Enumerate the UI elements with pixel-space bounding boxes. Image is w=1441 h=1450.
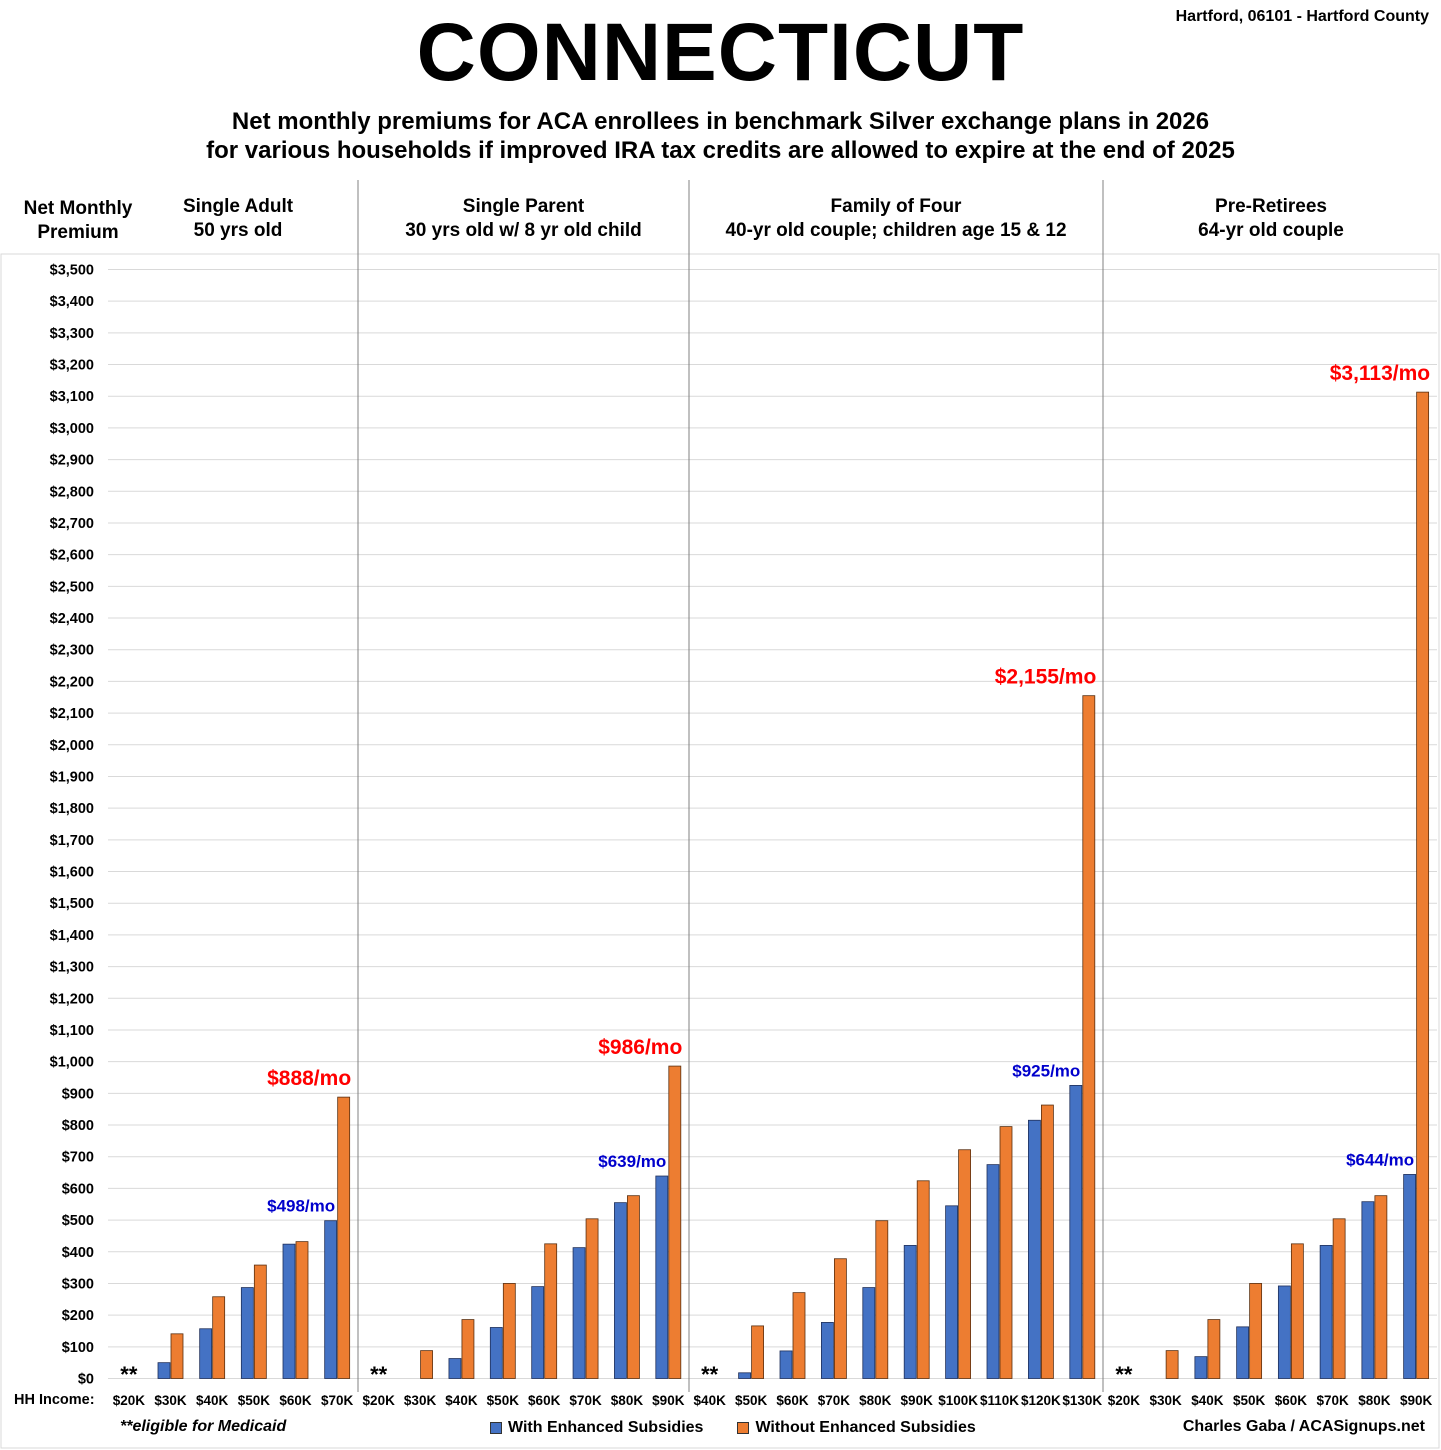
data-label-with: $639/mo	[598, 1152, 667, 1172]
panel-title-line-2: 40-yr old couple; children age 15 & 12	[725, 220, 1067, 241]
bar-without-subsidies	[296, 1242, 308, 1379]
bar-without-subsidies	[1333, 1219, 1345, 1379]
panel-title-line-2: 50 yrs old	[193, 220, 283, 241]
y-tick-label: $2,300	[49, 642, 94, 659]
panel-title-line-2: 64-yr old couple	[1198, 220, 1344, 241]
bar-without-subsidies	[1291, 1244, 1303, 1379]
y-tick-label: $3,400	[49, 294, 94, 311]
bar-with-subsidies	[241, 1288, 253, 1379]
y-tick-label: $2,400	[49, 611, 94, 628]
y-tick-label: $100	[61, 1339, 94, 1356]
y-axis-title-line-2: Premium	[37, 222, 119, 243]
bar-with-subsidies	[1195, 1357, 1207, 1379]
chart-frame	[1, 254, 1439, 1448]
bar-with-subsidies	[904, 1245, 916, 1378]
bar-without-subsidies	[171, 1334, 183, 1379]
bar-with-subsidies	[158, 1363, 170, 1379]
y-tick-label: $200	[61, 1308, 94, 1325]
x-tick-label: $40K	[693, 1393, 726, 1408]
x-tick-label: $60K	[1274, 1393, 1308, 1408]
data-label-with: $644/mo	[1346, 1150, 1415, 1170]
x-tick-label: $70K	[817, 1393, 851, 1408]
y-tick-label: $1,200	[49, 991, 94, 1008]
bar-without-subsidies	[1166, 1351, 1178, 1379]
x-tick-label: $40K	[196, 1393, 229, 1408]
x-tick-label: $70K	[569, 1393, 602, 1408]
bar-with-subsidies	[1278, 1286, 1290, 1379]
y-tick-label: $1,300	[49, 959, 94, 976]
legend-label-with: With Enhanced Subsidies	[508, 1419, 704, 1436]
bar-with-subsidies	[283, 1244, 295, 1378]
bar-with-subsidies	[449, 1359, 461, 1379]
y-tick-label: $1,600	[49, 864, 94, 881]
bar-without-subsidies	[876, 1221, 888, 1379]
bar-without-subsidies	[627, 1196, 639, 1379]
bar-without-subsidies	[503, 1283, 515, 1378]
y-tick-label: $2,700	[49, 515, 94, 532]
bar-without-subsidies	[669, 1066, 681, 1378]
y-tick-label: $0	[77, 1371, 94, 1388]
medicaid-marker: **	[120, 1362, 138, 1387]
chart-legend	[490, 1419, 976, 1437]
data-label-without: $3,113/mo	[1329, 362, 1431, 386]
y-tick-label: $2,200	[49, 674, 94, 691]
bar-without-subsidies	[254, 1265, 266, 1378]
bar-without-subsidies	[752, 1326, 764, 1379]
bar-with-subsidies	[573, 1248, 585, 1379]
y-tick-label: $1,800	[49, 801, 94, 818]
bar-without-subsidies	[1083, 696, 1095, 1379]
x-tick-label: $30K	[154, 1393, 187, 1408]
bar-without-subsidies	[1041, 1105, 1053, 1378]
bar-with-subsidies	[863, 1288, 875, 1379]
panel-title-line-1: Family of Four	[830, 196, 962, 217]
x-tick-label: $90K	[652, 1393, 685, 1408]
bar-without-subsidies	[545, 1244, 557, 1379]
bar-without-subsidies	[1000, 1127, 1012, 1379]
bar-with-subsidies	[739, 1373, 751, 1379]
legend-label-without: Without Enhanced Subsidies	[755, 1419, 976, 1436]
x-tick-label: $90K	[1399, 1393, 1433, 1408]
bar-with-subsidies	[200, 1329, 212, 1379]
x-tick-label: $20K	[1107, 1393, 1141, 1408]
data-label-with: $498/mo	[267, 1196, 336, 1216]
x-tick-label: $80K	[610, 1393, 644, 1408]
y-tick-label: $2,500	[49, 579, 94, 596]
y-axis-title-line-1: Net Monthly	[23, 198, 133, 219]
data-label-with: $925/mo	[1012, 1061, 1081, 1081]
x-tick-label: $70K	[321, 1393, 354, 1408]
bar-without-subsidies	[421, 1351, 433, 1379]
y-tick-label: $3,000	[49, 420, 94, 437]
bar-with-subsidies	[532, 1287, 544, 1379]
legend-swatch-without	[737, 1422, 749, 1434]
data-label-without: $986/mo	[598, 1036, 683, 1060]
bar-without-subsidies	[213, 1297, 225, 1379]
subtitle-line-2: for various households if improved IRA tax credits are allowed to expire at the end of 2025	[206, 137, 1235, 164]
y-tick-label: $1,900	[49, 769, 94, 786]
x-tick-label: $20K	[362, 1393, 395, 1408]
x-tick-label: $80K	[1358, 1393, 1391, 1408]
medicaid-marker: **	[370, 1362, 388, 1387]
y-tick-label: $1,400	[49, 927, 94, 944]
medicaid-marker: **	[1115, 1362, 1133, 1387]
y-tick-label: $2,100	[49, 706, 94, 723]
x-tick-label: $90K	[900, 1393, 933, 1408]
x-tick-label: $110K	[979, 1393, 1020, 1408]
bar-with-subsidies	[1320, 1245, 1332, 1378]
bar-without-subsidies	[462, 1320, 474, 1379]
bar-with-subsidies	[946, 1206, 958, 1379]
x-tick-label: $50K	[1232, 1393, 1266, 1408]
x-tick-label: $30K	[1149, 1393, 1182, 1408]
x-tick-label: $100K	[938, 1393, 978, 1408]
x-tick-label: $40K	[445, 1393, 478, 1408]
legend-item-without	[737, 1419, 975, 1437]
y-tick-label: $2,800	[49, 484, 94, 501]
panel-title-line-1: Single Adult	[182, 196, 294, 217]
y-tick-label: $3,300	[49, 325, 94, 342]
bar-with-subsidies	[656, 1176, 668, 1378]
y-tick-label: $1,500	[49, 896, 94, 913]
x-tick-label: $20K	[112, 1393, 145, 1408]
subtitle-line-1: Net monthly premiums for ACA enrollees in benchmark Silver exchange plans in 2026	[231, 108, 1210, 135]
location-label: Hartford, 06101 - Hartford County	[1175, 8, 1429, 25]
bar-with-subsidies	[490, 1327, 502, 1378]
bar-without-subsidies	[793, 1293, 805, 1379]
y-tick-label: $2,900	[49, 452, 94, 469]
y-tick-label: $3,500	[49, 262, 94, 279]
bar-without-subsidies	[834, 1259, 846, 1379]
y-tick-label: $700	[61, 1149, 94, 1166]
y-tick-label: $3,200	[49, 357, 94, 374]
bar-with-subsidies	[1404, 1174, 1416, 1378]
bar-without-subsidies	[338, 1097, 350, 1378]
y-tick-label: $3,100	[49, 389, 94, 406]
bar-without-subsidies	[959, 1150, 971, 1379]
bar-with-subsidies	[1070, 1085, 1082, 1378]
panel-title-line-1: Single Parent	[462, 196, 585, 217]
y-tick-label: $1,700	[49, 832, 94, 849]
data-label-without: $2,155/mo	[994, 665, 1097, 689]
y-tick-label: $400	[61, 1244, 94, 1261]
panel-title-line-2: 30 yrs old w/ 8 yr old child	[405, 220, 642, 241]
y-tick-label: $600	[61, 1181, 94, 1198]
medicaid-marker: **	[701, 1362, 719, 1387]
bar-with-subsidies	[1237, 1327, 1249, 1379]
bar-with-subsidies	[1028, 1120, 1040, 1378]
legend-item-with	[490, 1419, 703, 1437]
x-tick-label: $120K	[1021, 1393, 1061, 1408]
x-axis-prefix: HH Income:	[14, 1392, 95, 1408]
credit-label: Charles Gaba / ACASignups.net	[1182, 1418, 1425, 1435]
x-tick-label: $50K	[734, 1393, 768, 1408]
x-tick-label: $60K	[528, 1393, 561, 1408]
x-tick-label: $70K	[1316, 1393, 1349, 1408]
x-tick-label: $130K	[1062, 1393, 1103, 1408]
y-tick-label: $1,000	[49, 1054, 94, 1071]
y-tick-label: $2,600	[49, 547, 94, 564]
y-tick-label: $1,100	[49, 1022, 94, 1039]
y-tick-label: $800	[61, 1118, 94, 1135]
x-tick-label: $50K	[486, 1393, 519, 1408]
x-tick-label: $30K	[403, 1393, 437, 1408]
bar-with-subsidies	[780, 1351, 792, 1379]
bar-with-subsidies	[987, 1165, 999, 1379]
bar-with-subsidies	[1362, 1202, 1374, 1379]
bar-without-subsidies	[1250, 1283, 1262, 1378]
x-tick-label: $60K	[776, 1393, 809, 1408]
bar-with-subsidies	[325, 1221, 337, 1379]
bar-without-subsidies	[1417, 392, 1429, 1378]
x-tick-label: $80K	[859, 1393, 892, 1408]
medicaid-footnote: **eligible for Medicaid	[120, 1418, 287, 1435]
legend-swatch-with	[490, 1422, 502, 1434]
y-tick-label: $900	[61, 1086, 94, 1103]
bar-with-subsidies	[821, 1322, 833, 1378]
bar-without-subsidies	[1208, 1320, 1220, 1379]
bar-without-subsidies	[1375, 1196, 1387, 1379]
x-tick-label: $60K	[279, 1393, 312, 1408]
y-tick-label: $2,000	[49, 737, 94, 754]
y-tick-label: $300	[61, 1276, 94, 1293]
panel-title-line-1: Pre-Retirees	[1215, 196, 1327, 217]
page-title: CONNECTICUT	[416, 7, 1025, 98]
x-tick-label: $40K	[1191, 1393, 1224, 1408]
bar-with-subsidies	[614, 1203, 626, 1379]
bar-without-subsidies	[917, 1181, 929, 1379]
data-label-without: $888/mo	[267, 1067, 352, 1091]
x-tick-label: $50K	[237, 1393, 270, 1408]
bar-without-subsidies	[586, 1219, 598, 1379]
y-tick-label: $500	[61, 1213, 94, 1230]
